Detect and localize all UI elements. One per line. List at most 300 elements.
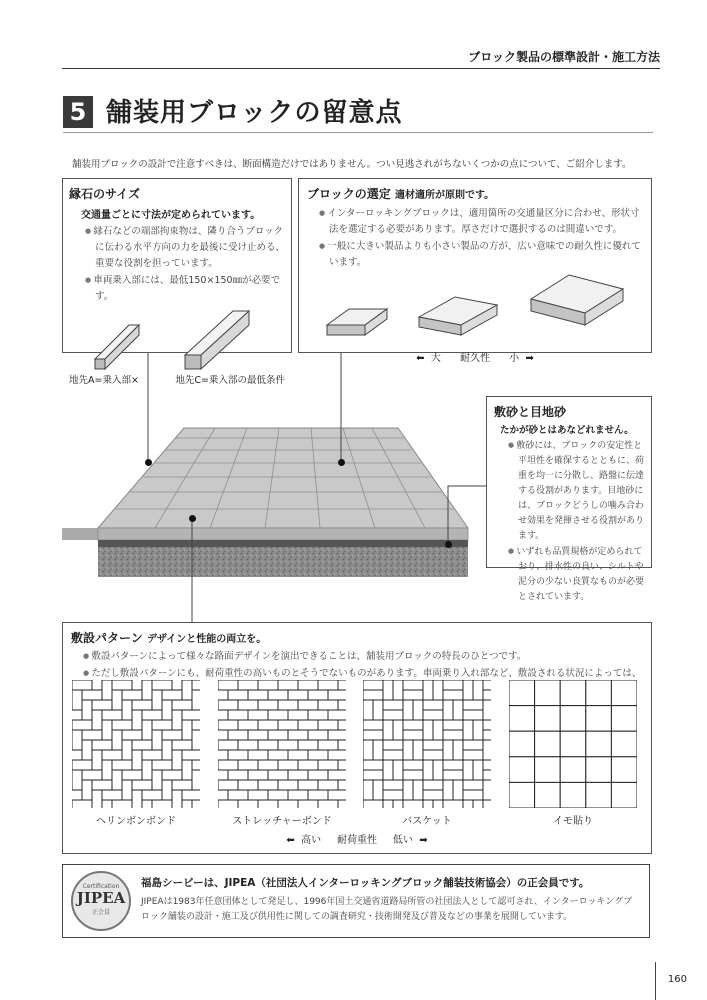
- paver-block: [443, 690, 463, 700]
- paver-block: [318, 700, 338, 710]
- paver-block: [132, 740, 152, 750]
- paver-block: [472, 610, 482, 630]
- paver-block: [473, 680, 483, 700]
- paver-block: [132, 510, 142, 530]
- paver-block: [432, 610, 442, 630]
- paver-block: [22, 520, 32, 540]
- paver-block: [232, 490, 242, 510]
- arrow-left-icon: ⬅: [286, 835, 295, 846]
- paver-block: [423, 750, 443, 760]
- paver-block: [0, 530, 2, 550]
- paver-block: [402, 580, 412, 600]
- paver-block: [222, 670, 242, 680]
- paver-block: [403, 800, 423, 810]
- paver-block: [152, 480, 172, 490]
- paver-block: [152, 760, 172, 770]
- paver-block: [268, 730, 288, 740]
- paver-block: [248, 750, 268, 760]
- paver-block: [112, 640, 132, 650]
- paver-block: [282, 540, 292, 560]
- paver-block: [535, 731, 561, 757]
- paver-block: [0, 730, 2, 750]
- paver-block: [292, 510, 302, 530]
- paver-block: [242, 660, 252, 680]
- paver-block: [242, 620, 252, 640]
- paver-block: [262, 480, 272, 500]
- paver-block: [702, 840, 707, 860]
- paver-block: [62, 480, 72, 500]
- paver-block: [463, 720, 473, 740]
- block-bullet-2: ● 一般に大きい製品よりも小さい製品の方が、広い意味での耐久性に優れています。: [319, 238, 643, 271]
- paver-block: [12, 510, 22, 530]
- paver-block: [282, 610, 302, 620]
- paver-block: [162, 690, 182, 700]
- paver-block: [62, 670, 82, 680]
- paver-block: [112, 770, 122, 790]
- paver-block: [282, 580, 292, 600]
- paver-block: [92, 590, 102, 610]
- paver-block: [483, 680, 503, 690]
- paver-block: [248, 790, 268, 800]
- paver-block: [222, 520, 232, 540]
- paver-block: [312, 640, 332, 650]
- pattern-basket: [363, 680, 503, 820]
- paver-block: [362, 850, 382, 860]
- paver-block: [72, 520, 92, 530]
- paver-block: [453, 700, 463, 720]
- paver-block: [352, 810, 362, 830]
- paver-block: [152, 530, 162, 550]
- paver-block: [172, 540, 192, 550]
- paver-block: [268, 690, 288, 700]
- paver-block: [132, 710, 142, 730]
- paver-block: [322, 490, 342, 500]
- paver-block: [212, 470, 222, 490]
- paver-block: [2, 570, 22, 580]
- paver-block: [483, 700, 493, 720]
- paver-block: [12, 470, 22, 490]
- paver-block: [92, 470, 102, 490]
- paver-block: [22, 590, 42, 600]
- paver-block: [452, 660, 472, 670]
- paver-block: [182, 670, 202, 680]
- paver-block: [611, 757, 637, 783]
- paver-block: [338, 800, 358, 810]
- paver-block: [682, 860, 692, 880]
- paver-block: [208, 690, 228, 700]
- paver-block: [328, 770, 348, 780]
- paver-block: [82, 740, 92, 760]
- paver-block: [652, 860, 672, 870]
- paver-block: [92, 660, 112, 670]
- paver-block: [272, 570, 282, 590]
- paver-block: [560, 757, 586, 783]
- paver-block: [308, 690, 328, 700]
- paver-block: [112, 800, 132, 810]
- paver-block: [222, 630, 242, 640]
- paver-block: [586, 680, 612, 706]
- paver-block: [493, 740, 503, 760]
- paver-block: [132, 540, 152, 550]
- paver-block: [452, 620, 472, 630]
- paver-block: [0, 760, 12, 770]
- paver-block: [452, 630, 462, 650]
- paver-block: [62, 510, 82, 520]
- paver-block: [102, 750, 122, 760]
- paver-block: [182, 750, 202, 760]
- paver-block: [352, 560, 372, 570]
- paver-block: [482, 620, 492, 640]
- paver-block: [102, 680, 112, 700]
- paver-block: [483, 770, 503, 780]
- paver-block: [122, 500, 132, 520]
- paver-block: [652, 820, 672, 830]
- paver-block: [112, 570, 122, 590]
- paver-block: [373, 780, 383, 800]
- paver-block: [338, 760, 358, 770]
- paver-block: [92, 550, 102, 570]
- paver-block: [192, 680, 212, 690]
- paver-block: [423, 710, 443, 720]
- paver-block: [22, 680, 32, 700]
- paver-block: [208, 750, 228, 760]
- paver-block: [92, 580, 112, 590]
- paver-block: [443, 800, 463, 810]
- paver-block: [62, 790, 82, 800]
- paver-block: [0, 560, 12, 570]
- paver-block: [252, 590, 262, 610]
- paver-block: [222, 550, 242, 560]
- paver-block: [132, 660, 152, 670]
- paver-block: [72, 800, 92, 810]
- paver-block: [102, 640, 112, 660]
- paver-block: [672, 840, 692, 850]
- paver-block: [342, 480, 352, 500]
- jipea-panel: [62, 864, 650, 938]
- paver-block: [472, 650, 482, 670]
- paver-block: [22, 790, 42, 800]
- paver-block: [132, 590, 142, 610]
- paver-block: [322, 660, 332, 680]
- paver-block: [292, 470, 302, 490]
- paver-block: [82, 580, 92, 600]
- paver-block: [62, 520, 72, 540]
- paver-block: [132, 630, 142, 650]
- paver-block: [122, 780, 132, 800]
- paver-block: [102, 760, 112, 780]
- curb-subtitle: 交通量ごとに寸法が定められています。: [81, 210, 261, 221]
- paver-block: [413, 780, 423, 800]
- paver-block: [152, 560, 172, 570]
- paver-block: [298, 680, 318, 690]
- paver-block: [262, 590, 282, 600]
- paver-block: [372, 540, 392, 550]
- paver-block: [443, 700, 453, 720]
- paver-block: [302, 480, 312, 500]
- paver-block: [132, 620, 152, 630]
- paver-block: [192, 610, 202, 630]
- paver-block: [72, 720, 92, 730]
- paver-block: [122, 580, 132, 600]
- paver-block: [473, 720, 483, 740]
- paver-block: [102, 710, 122, 720]
- paver-block: [232, 610, 242, 630]
- paver-block: [172, 470, 182, 490]
- paver-block: [611, 731, 637, 757]
- paver-block: [402, 660, 412, 680]
- paver-block: [278, 800, 298, 810]
- paver-block: [122, 490, 142, 500]
- paver-block: [302, 640, 312, 660]
- paver-block: [332, 540, 352, 550]
- paver-block: [72, 690, 82, 710]
- paver-block: [462, 600, 472, 620]
- paver-block: [242, 650, 262, 660]
- paver-block: [0, 490, 2, 510]
- paver-block: [192, 690, 202, 710]
- paver-block: [122, 770, 142, 780]
- paver-block: [433, 720, 443, 740]
- paver-block: [562, 850, 582, 860]
- paver-block: [218, 700, 238, 710]
- paver-block: [443, 780, 453, 800]
- paver-block: [52, 740, 72, 750]
- paver-block: [12, 590, 22, 610]
- paver-block: [298, 800, 318, 810]
- paver-block: [202, 490, 222, 500]
- paver-block: [132, 550, 142, 570]
- paver-block: [42, 690, 62, 700]
- paver-block: [162, 730, 182, 740]
- paver-block: [482, 650, 502, 660]
- paver-block: [112, 730, 122, 750]
- paver-block: [152, 600, 172, 610]
- paver-block: [432, 650, 442, 670]
- paver-block: [463, 680, 473, 700]
- paver-block: [22, 750, 42, 760]
- paver-block: [318, 760, 338, 770]
- paver-block: [402, 540, 412, 560]
- paver-block: [373, 700, 383, 720]
- paver-block: [363, 760, 383, 770]
- paver-block: [212, 500, 232, 510]
- paver-block: [12, 750, 22, 770]
- paver-block: [298, 740, 318, 750]
- paver-block: [442, 660, 452, 680]
- paver-block: [192, 640, 212, 650]
- paver-block: [102, 720, 112, 740]
- paver-block: [32, 690, 42, 710]
- paver-block: [383, 750, 403, 760]
- paver-block: [463, 700, 483, 710]
- paver-block: [672, 850, 682, 870]
- paver-block: [72, 640, 92, 650]
- paver-block: [218, 720, 238, 730]
- paver-block: [162, 740, 172, 760]
- paver-block: [252, 550, 262, 570]
- sand-title: 敷砂と目地砂: [494, 405, 567, 419]
- paver-block: [298, 760, 318, 770]
- paver-block: [452, 590, 462, 610]
- paver-block: [535, 706, 561, 732]
- paver-block: [228, 710, 248, 720]
- paver-block: [322, 570, 342, 580]
- section-title: 舗装用ブロックの留意点: [106, 98, 403, 128]
- paver-block: [413, 740, 423, 760]
- paver-block: [82, 650, 102, 660]
- paver-block: [142, 640, 152, 660]
- paver-block: [172, 700, 192, 710]
- paver-block: [342, 590, 362, 600]
- paver-block: [442, 850, 462, 860]
- paver-block: [42, 740, 52, 760]
- paver-block: [483, 740, 493, 760]
- paver-block: [422, 590, 442, 600]
- paver-block: [318, 800, 338, 810]
- paver-block: [42, 650, 62, 660]
- paver-block: [182, 600, 192, 620]
- paver-block: [212, 620, 232, 630]
- paver-block: [0, 690, 2, 710]
- paver-block: [92, 540, 112, 550]
- paver-block: [312, 650, 322, 670]
- paver-block: [252, 510, 262, 530]
- paver-block: [522, 660, 532, 680]
- paver-block: [288, 790, 308, 800]
- paver-block: [172, 670, 182, 690]
- paver-block: [32, 800, 52, 810]
- paver-block: [352, 600, 372, 610]
- paver-block: [302, 590, 322, 600]
- paver-block: [0, 650, 2, 670]
- paver-block: [463, 790, 483, 800]
- paver-block: [292, 500, 312, 510]
- paver-block: [535, 782, 561, 808]
- paver-block: [292, 630, 302, 650]
- paver-block: [122, 570, 142, 580]
- block-bullet-1: ● インターロッキングブロックは、適用箇所の交通量区分に合わせ、形状寸法を選定する必要があります。厚さだけで選択するのは間違いです。: [319, 205, 643, 238]
- paver-block: [192, 570, 202, 590]
- paver-block: [72, 480, 92, 490]
- paver-block: [12, 630, 22, 650]
- paver-block: [22, 720, 32, 740]
- paver-block: [492, 660, 512, 670]
- paver-block: [363, 720, 383, 730]
- paver-block: [182, 520, 192, 540]
- paver-block: [248, 730, 268, 740]
- paver-block: [423, 740, 443, 750]
- paver-block: [152, 520, 172, 530]
- paver-block: [192, 560, 212, 570]
- paver-block: [288, 770, 308, 780]
- paver-block: [302, 630, 322, 640]
- paver-block: [252, 660, 272, 670]
- paver-block: [332, 620, 352, 630]
- paver-block: [192, 480, 212, 490]
- paver-block: [352, 690, 362, 710]
- paver-block: [82, 610, 102, 620]
- paver-block: [302, 510, 322, 520]
- paver-block: [483, 800, 503, 810]
- paver-block: [132, 470, 142, 490]
- paver-block: [402, 650, 422, 660]
- paver-block: [642, 810, 662, 820]
- paver-block: [363, 770, 383, 780]
- paver-block: [383, 700, 403, 710]
- paver-block: [112, 760, 132, 770]
- paver-block: [172, 630, 182, 650]
- paver-block: [318, 740, 338, 750]
- paver-block: [383, 790, 403, 800]
- paver-block: [82, 570, 102, 580]
- paver-block: [442, 610, 462, 620]
- paver-block: [198, 780, 218, 790]
- paver-block: [0, 750, 2, 760]
- paver-block: [142, 630, 162, 640]
- paver-block: [611, 706, 637, 732]
- paver-block: [232, 640, 252, 650]
- paver-block: [292, 660, 312, 670]
- paver-block: [212, 630, 222, 650]
- paver-block: [248, 770, 268, 780]
- paver-block: [272, 490, 282, 510]
- paver-block: [12, 580, 32, 590]
- paver-block: [363, 740, 373, 760]
- paver-block: [372, 630, 382, 650]
- paver-block: [52, 630, 62, 650]
- paver-block: [363, 700, 373, 720]
- paver-block: [0, 710, 2, 720]
- paver-block: [192, 760, 212, 770]
- paver-block: [52, 780, 72, 790]
- paver-block: [162, 620, 172, 640]
- paver-block: [198, 680, 218, 690]
- paver-block: [2, 690, 22, 700]
- paver-block: [12, 500, 32, 510]
- paver-block: [318, 680, 338, 690]
- paver-block: [292, 580, 312, 590]
- paver-block: [258, 800, 278, 810]
- paver-block: [292, 590, 302, 610]
- paver-block: [52, 580, 72, 590]
- paver-block: [62, 720, 72, 740]
- paver-block: [662, 840, 672, 860]
- paver-block: [463, 710, 483, 720]
- paver-block: [288, 730, 308, 740]
- paver-block: [342, 600, 352, 620]
- paver-block: [338, 680, 358, 690]
- paver-block: [342, 560, 352, 580]
- paver-block: [142, 600, 152, 620]
- paver-block: [22, 760, 32, 780]
- paver-block: [198, 720, 218, 730]
- paver-block: [102, 550, 122, 560]
- paver-block: [483, 690, 503, 700]
- paver-block: [362, 660, 372, 680]
- paver-block: [522, 850, 542, 860]
- paver-block: [192, 800, 212, 810]
- paver-block: [423, 700, 443, 710]
- paver-block: [268, 770, 288, 780]
- paver-block: [312, 610, 322, 630]
- paver-block: [535, 680, 561, 706]
- paver-block: [2, 740, 12, 760]
- paver-block: [192, 490, 202, 510]
- paver-block: [412, 630, 422, 650]
- paver-block: [382, 550, 402, 560]
- paver-block: [611, 782, 637, 808]
- paver-block: [92, 670, 102, 690]
